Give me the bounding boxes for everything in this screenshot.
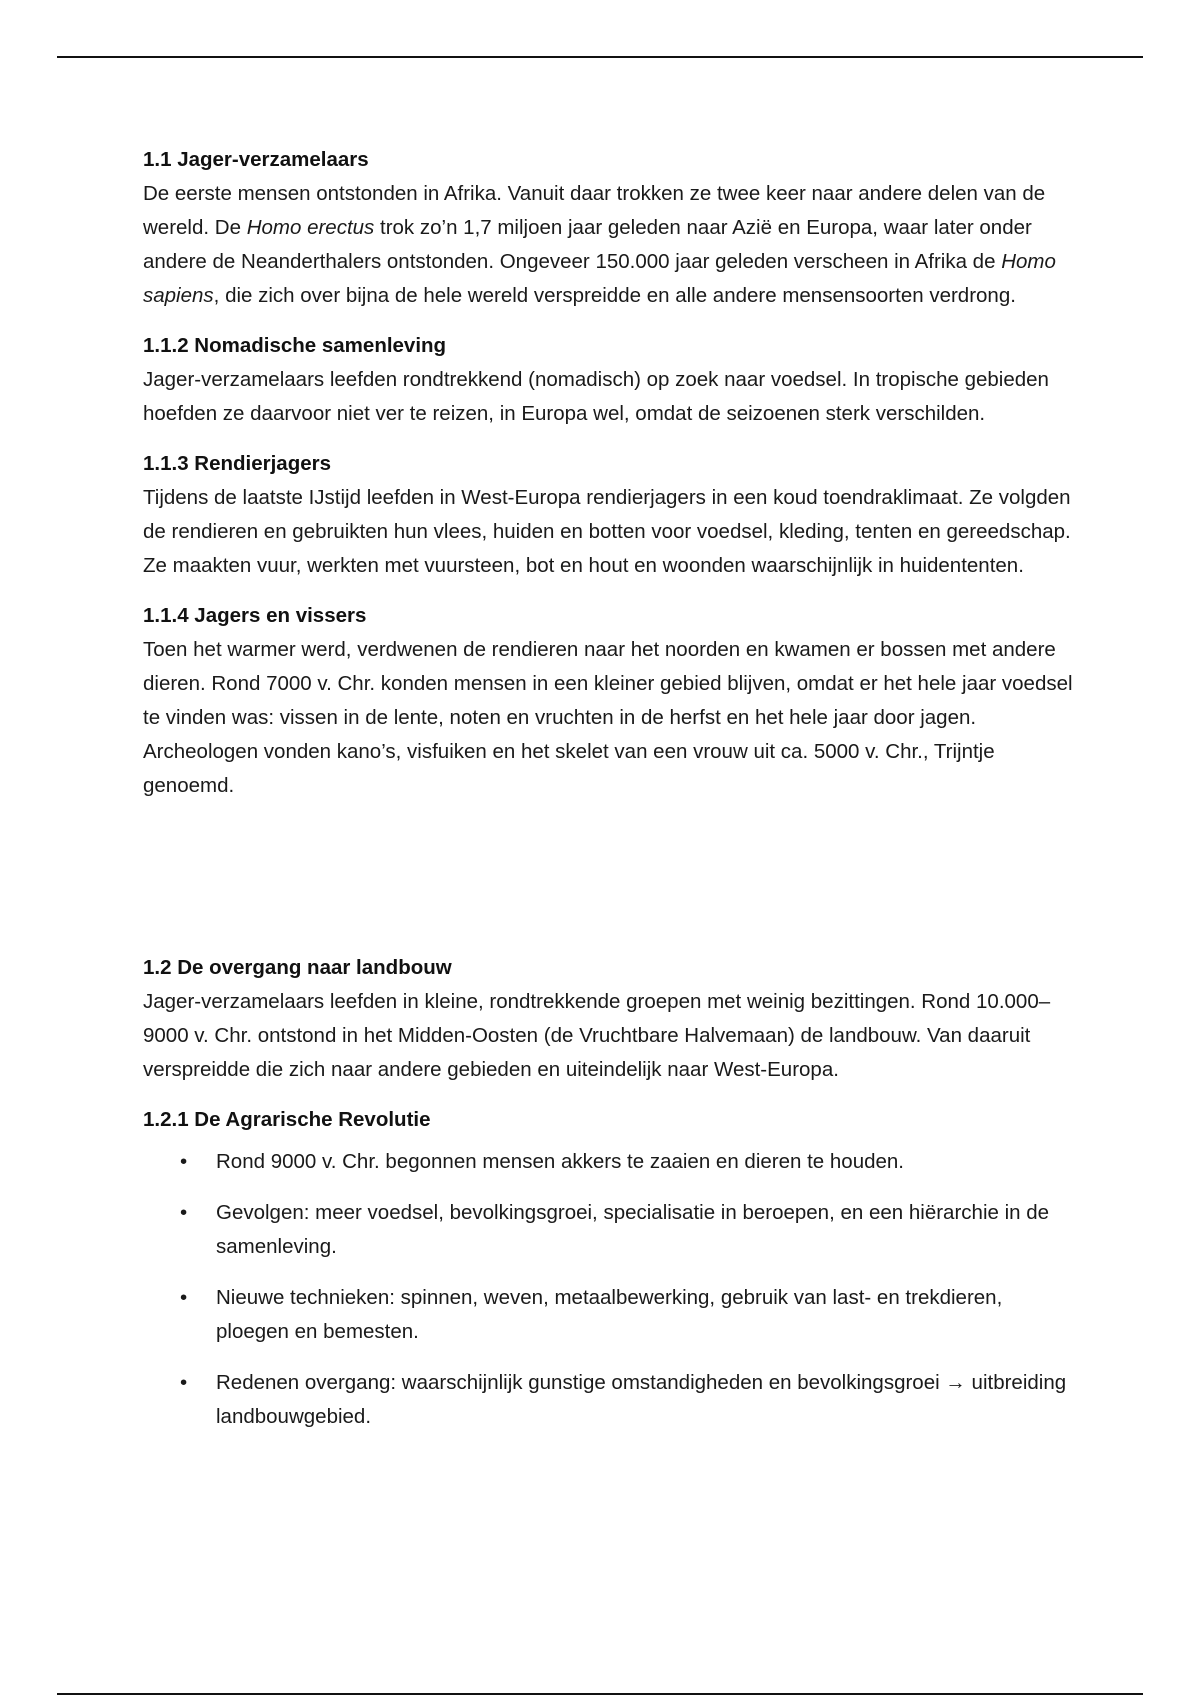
section-paragraph-1-1-3: Tijdens de laatste IJstijd leefden in West-Europa rendierjagers in een koud toendraklimaat. Ze volgden de rendieren en gebruikten hun vlees, huiden en botten voor voedsel, kleding, tenten en gereedschap. Ze maakten vuur, werkten met vuursteen, bot en hout en woonden waarschijnlijk in huidententen. <box>143 486 1071 577</box>
list-item <box>143 1196 1073 1264</box>
section-heading-1-2: 1.2 De overgang naar landbouw <box>143 956 452 979</box>
section-heading-1-1-2: 1.1.2 Nomadische samenleving <box>143 334 447 357</box>
list-item <box>143 1366 1073 1434</box>
list-item <box>143 1281 1073 1349</box>
section-paragraph-1-2: Jager-verzamelaars leefden in kleine, rondtrekkende groepen met weinig bezittingen. Rond 10.000–9000 v. Chr. ontstond in het Midden-Oosten (de Vruchtbare Halvemaan) de landbouw. Van daaruit verspreidde die zich naar andere gebieden en uiteindelijk naar West-Europa. <box>143 990 1051 1081</box>
paragraph-italic-term: Homo sapiens <box>143 250 1056 307</box>
bullet-icon: • <box>180 1286 188 1309</box>
section-paragraph-1-1 <box>143 177 1073 313</box>
section-paragraph-1-1-2: Jager-verzamelaars leefden rondtrekkend (nomadisch) op zoek naar voedsel. In tropische gebieden hoefden ze daarvoor niet ver te reizen, in Europa wel, omdat de seizoenen sterk verschilden. <box>143 368 1049 425</box>
bullet-list <box>143 1145 1073 1434</box>
section-heading-1-1: 1.1 Jager-verzamelaars <box>143 148 369 171</box>
list-item-text: Nieuwe technieken: spinnen, weven, metaalbewerking, gebruik van last- en trekdieren, ploegen en bemesten. <box>216 1286 1003 1343</box>
paragraph-text: trok zo’n 1,7 miljoen jaar geleden naar Azië en Europa, waar later onder andere de Neanderthalers ontstonden. Ongeveer 150.000 jaar geleden verscheen in Afrika de <box>143 216 1032 273</box>
list-item-text: Redenen overgang: waarschijnlijk gunstige omstandigheden en bevolkingsgroei → uitbreiding landbouwgebied. <box>216 1371 1067 1428</box>
section-heading-1-1-4: 1.1.4 Jagers en vissers <box>143 604 367 627</box>
list-item-text: Rond 9000 v. Chr. begonnen mensen akkers te zaaien en dieren te houden. <box>216 1150 904 1173</box>
paragraph-text: , die zich over bijna de hele wereld verspreidde en alle andere mensensoorten verdrong. <box>213 284 1016 307</box>
list-item <box>143 1145 1073 1179</box>
section-spacer <box>143 819 1073 951</box>
header-rule <box>57 56 1143 58</box>
list-item-text: Gevolgen: meer voedsel, bevolkingsgroei, specialisatie in beroepen, en een hiërarchie in de samenleving. <box>216 1201 1050 1258</box>
paragraph-italic-term: Homo erectus <box>246 216 375 239</box>
section-heading-1-2-1: 1.2.1 De Agrarische Revolutie <box>143 1108 431 1131</box>
bullet-icon: • <box>180 1201 188 1224</box>
bullet-icon: • <box>180 1371 188 1394</box>
document-body <box>143 143 1073 1451</box>
section-heading-1-1-3: 1.1.3 Rendierjagers <box>143 452 332 475</box>
bullet-icon: • <box>180 1150 188 1173</box>
section-paragraph-1-1-4: Toen het warmer werd, verdwenen de rendieren naar het noorden en kwamen er bossen met andere dieren. Rond 7000 v. Chr. konden mensen in een kleiner gebied blijven, omdat er het hele jaar voedsel te vinden was: vissen in de lente, noten en vruchten in de herfst en het hele jaar door jagen. Archeologen vonden kano’s, visfuiken en het skelet van een vrouw uit ca. 5000 v. Chr., Trijntje genoemd. <box>143 638 1073 797</box>
paragraph-text: De eerste mensen ontstonden in Afrika. Vanuit daar trokken ze twee keer naar andere delen van de wereld. De <box>143 182 1046 239</box>
footer-rule <box>57 1693 1143 1695</box>
